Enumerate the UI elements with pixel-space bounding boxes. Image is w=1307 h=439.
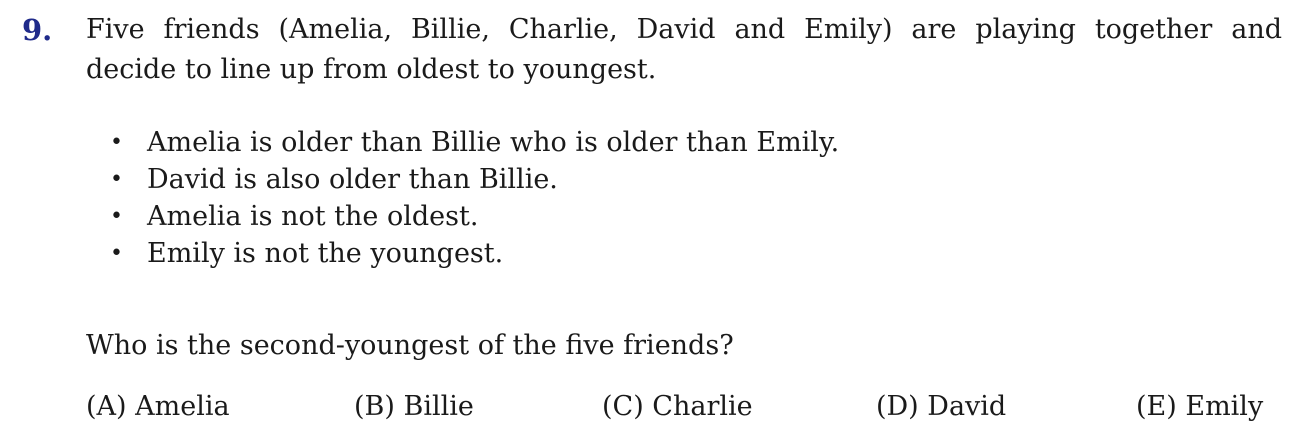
bullet-icon: • [110,167,123,192]
list-item [110,124,839,161]
question-stem [86,10,1282,90]
clue-text: David is also older than Billie. [147,164,558,195]
clue-list [110,124,839,272]
question-stem-line-2: decide to line up from oldest to youngest. [86,54,657,85]
answer-option-d[interactable]: (D) David [876,391,1007,422]
answer-option-b[interactable]: (B) Billie [354,391,474,422]
answer-option-c[interactable]: (C) Charlie [602,391,753,422]
clue-text: Emily is not the youngest. [147,238,504,269]
clue-text: Amelia is older than Billie who is older than Emily. [147,127,840,158]
question-prompt: Who is the second-youngest of the five friends? [86,330,734,361]
question-stem-line-1: Five friends (Amelia, Billie, Charlie, David and Emily) are playing together and [86,14,1282,45]
answer-option-e[interactable]: (E) Emily [1136,391,1264,422]
list-item [110,161,839,198]
bullet-icon: • [110,130,123,155]
bullet-icon: • [110,241,123,266]
question-number: 9. [22,13,53,47]
list-item [110,198,839,235]
clue-text: Amelia is not the oldest. [147,201,479,232]
bullet-icon: • [110,204,123,229]
answer-option-a[interactable]: (A) Amelia [86,391,230,422]
list-item [110,235,839,272]
